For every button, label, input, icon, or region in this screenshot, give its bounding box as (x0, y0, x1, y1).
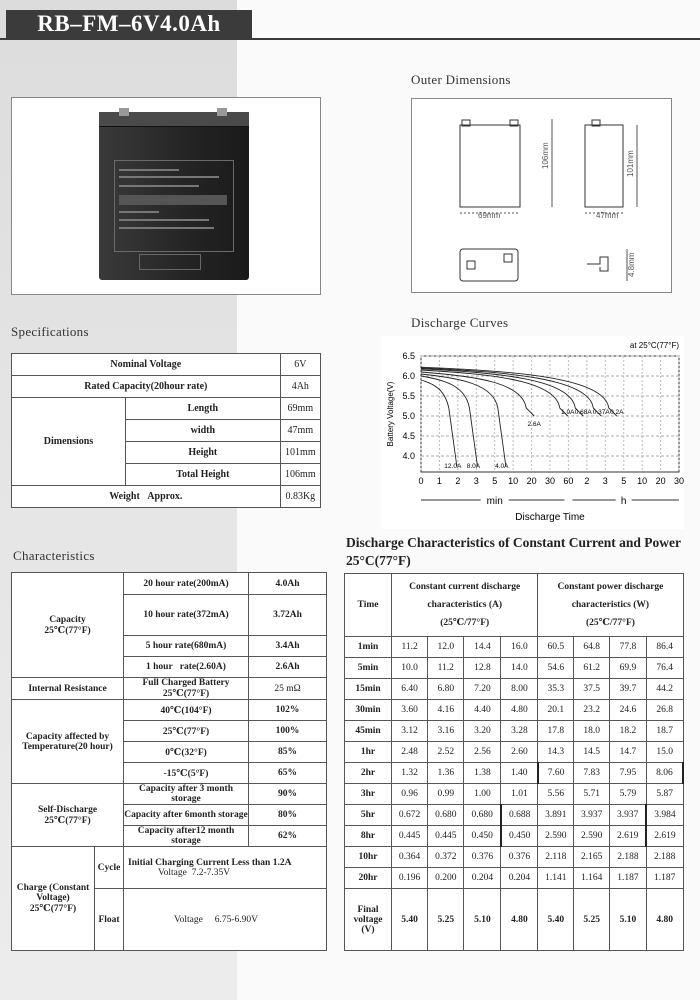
row-value: 3.16 (428, 721, 464, 742)
discharge-table-row (345, 868, 684, 889)
x-tick-label: 20 (655, 476, 666, 486)
row-value: 5.56 (538, 784, 574, 805)
self-discharge-temp: 25℃(77°F) (44, 815, 91, 826)
row-time: 20hr (345, 868, 392, 889)
row-value: 1.40 (501, 763, 538, 784)
temp-row-3-label: -15℃(5°F) (124, 763, 249, 784)
row-value: 0.99 (428, 784, 464, 805)
row-time: 15min (345, 679, 392, 700)
curve-label: 12.0A (444, 463, 462, 470)
internal-resistance-cond: Full Charged Battery 25℃(77°F) (124, 678, 249, 700)
row-value: 20.1 (538, 700, 574, 721)
self-row-2-value: 62% (249, 826, 327, 847)
cc-header: Constant current discharge characteristics (A) (409, 582, 521, 610)
row-value: 11.2 (428, 658, 464, 679)
dimensions-label: Dimensions (12, 398, 126, 486)
row-value: 2.188 (646, 847, 683, 868)
y-tick-label: 6.0 (402, 371, 415, 381)
temp-row-2-label: 0℃(32°F) (124, 742, 249, 763)
x-tick-label: 3 (473, 476, 479, 486)
temp-row-1-label: 25℃(77°F) (124, 721, 249, 742)
height-value: 101mm (280, 442, 320, 464)
cp-header: Constant power discharge characteristics (W) (557, 582, 664, 610)
discharge-table-row (345, 721, 684, 742)
discharge-curve (421, 374, 506, 466)
self-discharge-label: Self-Discharge (37, 804, 98, 815)
characteristics-table (11, 572, 327, 951)
y-tick-label: 4.0 (402, 451, 415, 461)
row-value: 3.28 (501, 721, 538, 742)
row-value: 37.5 (574, 679, 610, 700)
row-value: 26.8 (646, 700, 683, 721)
cap-row-1-value: 3.72Ah (249, 595, 327, 636)
y-axis-label: Battery Voltage(V) (386, 381, 395, 447)
row-value: 17.8 (538, 721, 574, 742)
y-tick-label: 5.0 (402, 411, 415, 421)
row-value: 86.4 (646, 637, 683, 658)
y-tick-label: 6.5 (402, 351, 415, 361)
discharge-table-row (345, 763, 684, 784)
row-value: 5.71 (574, 784, 610, 805)
x-tick-label: 30 (544, 476, 556, 486)
float-label: Float (95, 889, 124, 951)
row-time: 45min (345, 721, 392, 742)
row-value: 14.4 (464, 637, 501, 658)
row-value: 2.52 (428, 742, 464, 763)
final-voltage-4: 5.40 (538, 889, 574, 951)
characteristics-heading: Characteristics (13, 548, 95, 563)
row-time: 10hr (345, 847, 392, 868)
discharge-table-row (345, 637, 684, 658)
row-value: 24.6 (610, 700, 647, 721)
curve-label: 0.37A (592, 409, 610, 416)
x-tick-label: 5 (492, 476, 498, 486)
row-value: 0.204 (501, 868, 538, 889)
row-time: 5hr (345, 805, 392, 826)
x-tick-label: 1 (436, 476, 442, 486)
x-tick-label: 10 (637, 476, 648, 486)
row-time: 1min (345, 637, 392, 658)
final-voltage-3: 4.80 (501, 889, 538, 951)
discharge-curve (421, 376, 477, 466)
discharge-characteristics-table (344, 573, 684, 951)
x-tick-label: 2 (584, 476, 590, 486)
title-rule (0, 38, 700, 40)
outer-dimensions-heading: Outer Dimensions (411, 72, 511, 87)
discharge-table-row (345, 784, 684, 805)
final-voltage-6: 5.10 (610, 889, 647, 951)
self-row-0-value: 90% (249, 784, 327, 805)
curve-label: 1.0A (561, 409, 575, 416)
row-value: 14.5 (574, 742, 610, 763)
cycle-text1: Initial Charging Current Less than 1.2A (128, 857, 292, 868)
row-value: 1.187 (646, 868, 683, 889)
row-value: 1.38 (464, 763, 501, 784)
row-value: 7.20 (464, 679, 501, 700)
row-value: 1.01 (501, 784, 538, 805)
nominal-voltage-value: 6V (280, 354, 320, 376)
row-value: 8.06 (646, 763, 683, 784)
temp-row-0-label: 40℃(104°F) (124, 700, 249, 721)
discharge-curve (421, 380, 457, 466)
min-label: min (486, 496, 503, 507)
cap-row-0-value: 4.0Ah (249, 573, 327, 595)
x-tick-label: 2 (455, 476, 461, 486)
width-value: 47mm (280, 420, 320, 442)
row-value: 0.196 (392, 868, 428, 889)
row-value: 18.0 (574, 721, 610, 742)
row-value: 0.680 (464, 805, 501, 826)
x-tick-label: 10 (508, 476, 519, 486)
row-value: 2.118 (538, 847, 574, 868)
total-height-label: Total Height (126, 464, 281, 486)
row-value: 6.40 (392, 679, 428, 700)
final-voltage-5: 5.25 (574, 889, 610, 951)
discharge-chart-svg (381, 336, 684, 529)
row-value: 0.445 (392, 826, 428, 847)
rated-capacity-value: 4Ah (280, 376, 320, 398)
curve-label: 2.6A (527, 421, 541, 428)
discharge-table-row (345, 679, 684, 700)
discharge-curves-chart (381, 336, 684, 529)
temp-row-3-value: 65% (249, 763, 327, 784)
discharge-table-row (345, 847, 684, 868)
row-value: 4.40 (464, 700, 501, 721)
height2-dimension: 101mm (626, 150, 635, 177)
width-dimension: 47mm (596, 211, 619, 220)
row-value: 2.590 (574, 826, 610, 847)
row-value: 11.2 (392, 637, 428, 658)
row-value: 2.56 (464, 742, 501, 763)
discharge-table-row (345, 658, 684, 679)
row-value: 2.619 (610, 826, 647, 847)
weight-label: Weight Approx. (12, 486, 281, 508)
row-value: 0.376 (464, 847, 501, 868)
row-value: 2.60 (501, 742, 538, 763)
row-value: 1.141 (538, 868, 574, 889)
terminal-dimension: 4.8mm (627, 252, 636, 277)
row-value: 3.937 (574, 805, 610, 826)
internal-resistance-value: 25 mΩ (249, 678, 327, 700)
row-value: 0.450 (501, 826, 538, 847)
charge-label: Charge (Constant Voltage) 25℃(77°F) (12, 847, 95, 951)
temp-row-2-value: 85% (249, 742, 327, 763)
row-value: 2.619 (646, 826, 683, 847)
cap-row-0-label: 20 hour rate(200mA) (124, 573, 249, 595)
row-value: 14.7 (610, 742, 647, 763)
cc-temp: (25℃/77°F) (440, 618, 490, 628)
row-time: 5min (345, 658, 392, 679)
row-time: 3hr (345, 784, 392, 805)
row-value: 77.8 (610, 637, 647, 658)
row-value: 7.60 (538, 763, 574, 784)
row-value: 2.590 (538, 826, 574, 847)
discharge-curves-heading: Discharge Curves (411, 315, 509, 330)
length-dimension: 69mm (478, 211, 501, 220)
discharge-table-row (345, 742, 684, 763)
row-value: 5.79 (610, 784, 647, 805)
row-value: 16.0 (501, 637, 538, 658)
row-value: 0.672 (392, 805, 428, 826)
row-value: 0.204 (464, 868, 501, 889)
row-value: 0.96 (392, 784, 428, 805)
row-value: 2.48 (392, 742, 428, 763)
row-time: 2hr (345, 763, 392, 784)
final-voltage-1: 5.25 (428, 889, 464, 951)
row-time: 8hr (345, 826, 392, 847)
row-value: 8.00 (501, 679, 538, 700)
temp-label: Capacity affected by Temperature(20 hour) (12, 700, 124, 784)
x-tick-label: 20 (526, 476, 537, 486)
row-value: 76.4 (646, 658, 683, 679)
total-height-value: 106mm (280, 464, 320, 486)
cap-row-1-label: 10 hour rate(372mA) (124, 595, 249, 636)
self-row-1-value: 80% (249, 805, 327, 826)
row-value: 1.164 (574, 868, 610, 889)
row-value: 1.36 (428, 763, 464, 784)
row-value: 1.00 (464, 784, 501, 805)
row-time: 1hr (345, 742, 392, 763)
y-tick-label: 4.5 (402, 431, 415, 441)
discharge-table-row (345, 805, 684, 826)
row-value: 12.8 (464, 658, 501, 679)
time-header: Time (345, 574, 392, 637)
capacity-temp: 25℃(77°F) (44, 625, 91, 636)
row-value: 0.364 (392, 847, 428, 868)
cp-temp: (25℃/77°F) (585, 618, 635, 628)
specifications-table (11, 353, 321, 508)
temp-row-1-value: 100% (249, 721, 327, 742)
self-row-0-label: Capacity after 3 month storage (124, 784, 249, 805)
row-value: 64.8 (574, 637, 610, 658)
row-value: 7.83 (574, 763, 610, 784)
cap-row-2-label: 5 hour rate(680mA) (124, 636, 249, 657)
x-tick-label: 60 (563, 476, 574, 486)
length-label: Length (126, 398, 281, 420)
row-value: 18.2 (610, 721, 647, 742)
row-value: 14.3 (538, 742, 574, 763)
battery-image (99, 112, 249, 280)
h-label: h (620, 496, 627, 507)
weight-value: 0.83Kg (280, 486, 320, 508)
row-value: 3.984 (646, 805, 683, 826)
cap-row-3-label: 1 hour rate(2.60A) (124, 657, 249, 678)
row-value: 60.5 (538, 637, 574, 658)
discharge-table-title-line1: Discharge Characteristics of Constant Current and Power (346, 535, 681, 550)
discharge-table-row (345, 700, 684, 721)
row-value: 15.0 (646, 742, 683, 763)
self-row-2-label: Capacity after12 month storage (124, 826, 249, 847)
x-tick-label: 30 (673, 476, 684, 486)
row-value: 0.445 (428, 826, 464, 847)
y-tick-label: 5.5 (402, 391, 415, 401)
row-value: 3.20 (464, 721, 501, 742)
row-value: 1.187 (610, 868, 647, 889)
row-value: 3.937 (610, 805, 647, 826)
row-value: 12.0 (428, 637, 464, 658)
row-value: 0.376 (501, 847, 538, 868)
row-value: 35.3 (538, 679, 574, 700)
page-title: RB–FM–6V4.0Ah (6, 10, 252, 38)
row-value: 10.0 (392, 658, 428, 679)
row-value: 39.7 (610, 679, 647, 700)
row-value: 2.188 (610, 847, 647, 868)
x-tick-label: 0 (418, 476, 424, 486)
specifications-heading: Specifications (11, 324, 89, 339)
cap-row-3-value: 2.6Ah (249, 657, 327, 678)
row-value: 4.80 (501, 700, 538, 721)
x-tick-label: 3 (602, 476, 608, 486)
row-value: 6.80 (428, 679, 464, 700)
cycle-text2: Voltage 7.2-7.35V (158, 867, 231, 878)
cycle-label: Cycle (95, 847, 124, 889)
row-value: 2.165 (574, 847, 610, 868)
row-value: 4.16 (428, 700, 464, 721)
temp-row-0-value: 102% (249, 700, 327, 721)
discharge-curve (421, 372, 534, 416)
row-value: 3.60 (392, 700, 428, 721)
row-value: 0.680 (428, 805, 464, 826)
row-value: 69.9 (610, 658, 647, 679)
x-axis-label: Discharge Time (515, 512, 585, 523)
width-label: width (126, 420, 281, 442)
final-voltage-2: 5.10 (464, 889, 501, 951)
final-voltage-7: 4.80 (646, 889, 683, 951)
row-value: 0.450 (464, 826, 501, 847)
row-value: 5.87 (646, 784, 683, 805)
discharge-table-title-line2: 25°C(77°F) (346, 553, 411, 568)
row-value: 14.0 (501, 658, 538, 679)
x-tick-label: 5 (621, 476, 627, 486)
float-text: Voltage 6.75-6.90V (124, 889, 327, 951)
length-value: 69mm (280, 398, 320, 420)
final-voltage-label: Final voltage (V) (345, 889, 392, 951)
discharge-table-row (345, 826, 684, 847)
row-value: 61.2 (574, 658, 610, 679)
curve-label: 8.0A (466, 463, 481, 470)
row-value: 0.688 (501, 805, 538, 826)
row-value: 23.2 (574, 700, 610, 721)
final-voltage-0: 5.40 (392, 889, 428, 951)
outer-dimensions-drawing (411, 98, 672, 293)
discharge-table-title (346, 534, 691, 570)
chart-annotation: at 25°C(77°F) (629, 341, 679, 350)
row-value: 7.95 (610, 763, 647, 784)
row-value: 3.12 (392, 721, 428, 742)
battery-photo (11, 97, 321, 295)
height-label: Height (126, 442, 281, 464)
row-value: 0.372 (428, 847, 464, 868)
row-value: 44.2 (646, 679, 683, 700)
row-value: 54.6 (538, 658, 574, 679)
nominal-voltage-label: Nominal Voltage (12, 354, 281, 376)
cap-row-2-value: 3.4Ah (249, 636, 327, 657)
height1-dimension: 106mm (541, 142, 550, 169)
self-row-1-label: Capacity after 6month storage (124, 805, 249, 826)
row-value: 18.7 (646, 721, 683, 742)
curve-label: 4.0A (495, 463, 509, 470)
internal-resistance-label: Internal Resistance (12, 678, 124, 700)
row-value: 3.891 (538, 805, 574, 826)
curve-label: 0.68A (574, 409, 592, 416)
row-value: 0.200 (428, 868, 464, 889)
rated-capacity-label: Rated Capacity(20hour rate) (12, 376, 281, 398)
capacity-label: Capacity (49, 614, 86, 625)
curve-label: 0.2A (610, 409, 624, 416)
row-time: 30min (345, 700, 392, 721)
row-value: 1.32 (392, 763, 428, 784)
